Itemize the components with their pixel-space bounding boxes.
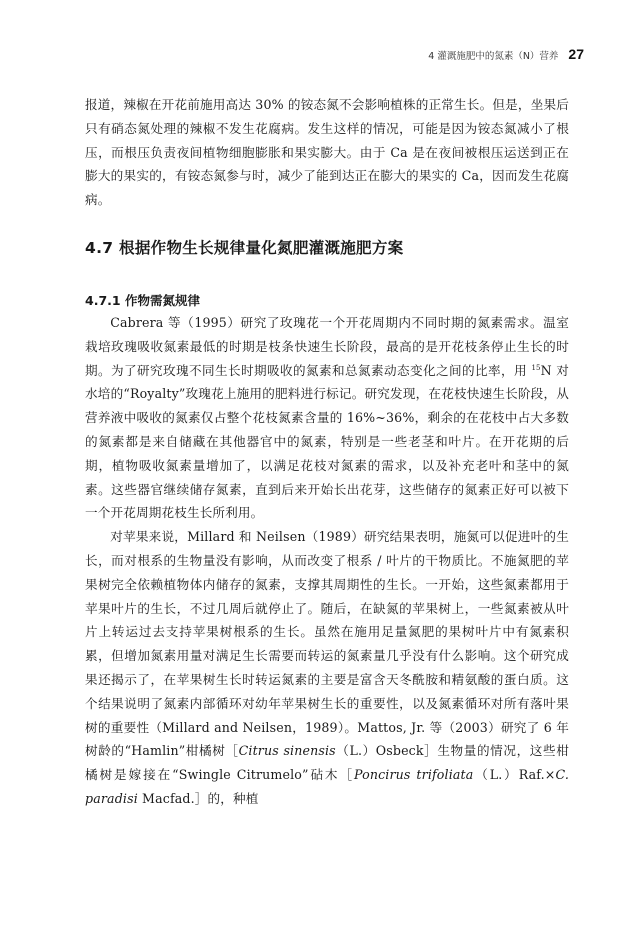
para1-text-b: N 对水培的“Royalty”玫瑰花上施用的肥料进行标记。研究发现，在花枝快速生长阶段，从营养液中吸收的氮素仅占整个花枝氮素含量的 16%~36%，剩余的在花枝中占大多数的氮素都是来自储藏在其他器官中的氮素，特别是一些老茎和叶片。在开花期的后期，植物吸收氮素量增加了，以满足花枝对氮素的需求，以及补充老叶和茎中的氮素。这些器官继续储存氮素，直到后来开始长出花芽，这些储存的氮素正好可以被下一个开花周期花枝生长所利用。 (85, 362, 569, 521)
isotope-superscript: 15 (531, 363, 541, 372)
species-poncirus-trifoliata: Poncirus trifoliata (353, 767, 474, 783)
para2-text-2: （L.）Osbeck］生物量的情况，这些柑橘树是嫁接在“Swingle Citrumelo”砧木［ (85, 743, 569, 783)
running-header (428, 46, 584, 62)
section-heading: 4.7 根据作物生长规律量化氮肥灌溉施肥方案 (85, 239, 404, 257)
main-text (85, 311, 569, 811)
intro-paragraph: 报道，辣椒在开花前施用高达 30% 的铵态氮不会影响植株的正常生长。但是，坐果后只有硝态氮处理的辣椒不发生花腐病。发生这样的情况，可能是因为铵态氮减小了根压，而根压负责夜间植物细胞膨胀和果实膨大。由于 Ca 是在夜间被根压运送到正在膨大的果实的，有铵态氮参与时，减少了能到达正在膨大的果实的 Ca，因而发生花腐病。 (85, 97, 569, 208)
para2-text-4: Macfad.］的，种植 (137, 790, 259, 806)
subsection-heading: 4.7.1 作物需氮规律 (85, 293, 200, 308)
para2-text-3: （L.）Raf.× (473, 767, 556, 783)
paragraph-rose (85, 311, 569, 525)
species-citrus-sinensis: Citrus sinensis (238, 743, 336, 759)
para1-text-a: Cabrera 等（1995）研究了玫瑰花一个开花周期内不同时期的氮素需求。温室栽培玫瑰吸收氮素最低的时期是枝条快速生长阶段，最高的是开花枝条停止生长的时期。为了研究玫瑰不同生长时期吸收的氮素和总氮素动态变化之间的比率，用 (85, 315, 569, 378)
intro-block (85, 93, 569, 212)
paragraph-apple (85, 525, 569, 811)
running-title: 4 灌溉施肥中的氮素（N）营养 (428, 51, 559, 62)
page-number: 27 (568, 46, 584, 62)
para2-text-1: 对苹果来说，Millard 和 Neilsen（1989）研究结果表明，施氮可以促进叶的生长，而对根系的生物量没有影响，从而改变了根系 / 叶片的干物质比。不施氮肥的苹果树完全依赖植物体内储存的氮素，支撑其周期性的生长。一开始，这些氮素都用于苹果叶片的生长，不过几周后就停止了。随后，在缺氮的苹果树上，一些氮素被从叶片上转运过去支持苹果树根系的生长。虽然在施用足量氮肥的果树叶片中有氮素积累，但增加氮素用量对满足生长需要而转运的氮素量几乎没有什么影响。这个研究成果还揭示了，在苹果树生长时转运氮素的主要是富含天冬酰胺和精氨酸的蛋白质。这个结果说明了氮素内部循环对幼年苹果树生长的重要性，以及氮素循环对所有落叶果树的重要性（Millard and Neilsen，1989）。Mattos, Jr. 等（2003）研究了 6 年树龄的“Hamlin”柑橘树［ (85, 529, 569, 759)
species-citrus-paradisi: C. paradisi (85, 767, 569, 806)
